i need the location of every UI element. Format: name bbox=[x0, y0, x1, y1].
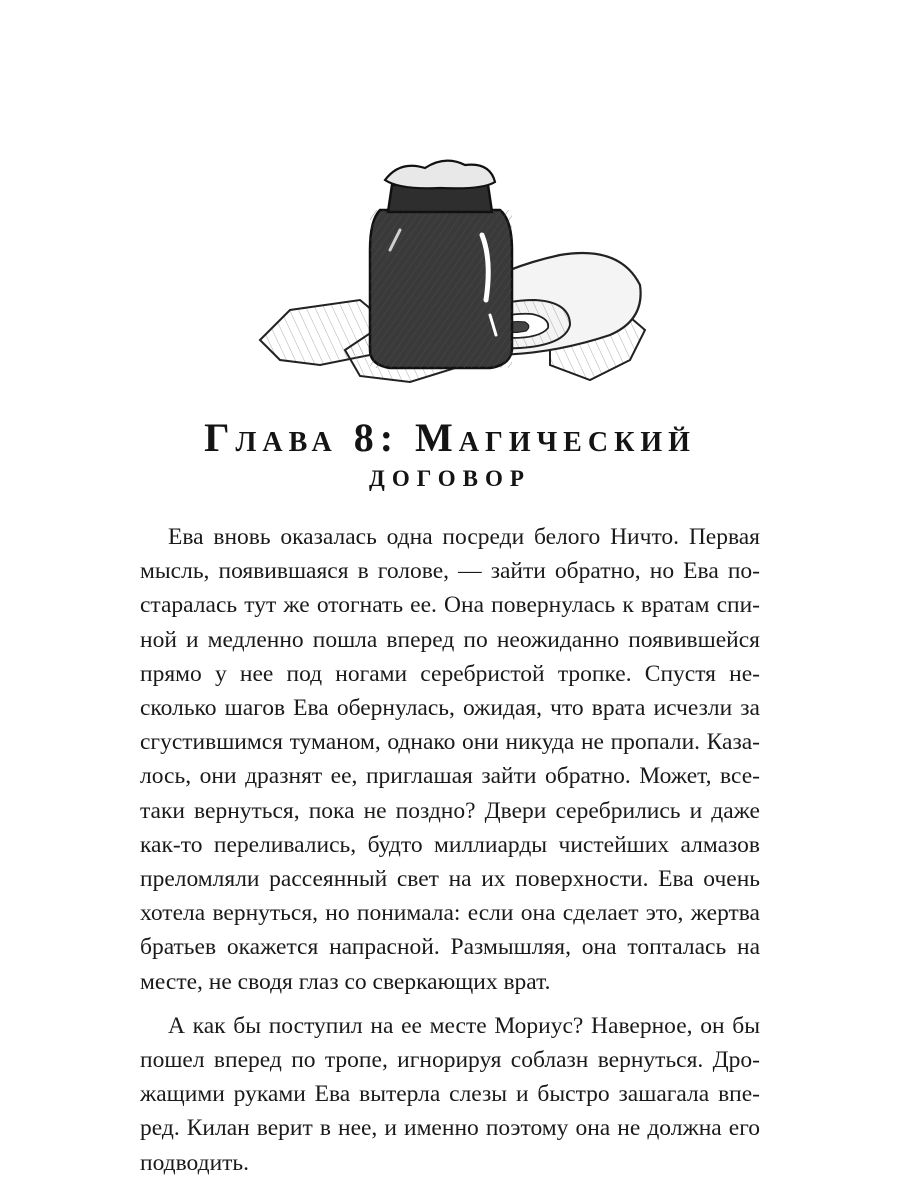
chapter-title: Глава 8: Магический bbox=[204, 415, 696, 460]
paragraph: Ева вновь оказалась одна посреди белого Ничто. Первая мысль, появившаяся в голове, — зайти обратно, но Ева постаралась тут же отогнать ее. Она повернулась к вратам спиной и медленно пошла вперед по неожиданно появившейся прямо у нее под ногами серебристой тропке. Спустя несколько шагов Ева обернулась, ожидая, что врата исчезли за сгустившимся туманом, однако они никуда не пропали. Казалось, они дразнят ее, приглашая зайти обратно. Может, все-таки вернуться, пока не поздно? Двери серебрились и даже как-то переливались, будто миллиарды чистейших алмазов преломляли рассеянный свет на их поверхности. Ева очень хотела вернуться, но понимала: если она сделает это, жертва братьев окажется напрасной. Размышляя, она топталась на месте, не сводя глаз со сверкающих врат. bbox=[140, 524, 760, 995]
ink-jar-and-scrolls-icon bbox=[250, 150, 660, 390]
paragraph: А как бы поступил на ее месте Мориус? Наверное, он бы пошел вперед по тропе, игнорируя соблазн вернуться. Дрожащими руками Ева вытерла слезы и быстро зашагала вперед. Килан верит в нее, и именно поэтому она не должна его подводить. bbox=[140, 1012, 760, 1176]
chapter-subtitle: договор bbox=[369, 458, 531, 494]
chapter-body bbox=[140, 520, 760, 1190]
